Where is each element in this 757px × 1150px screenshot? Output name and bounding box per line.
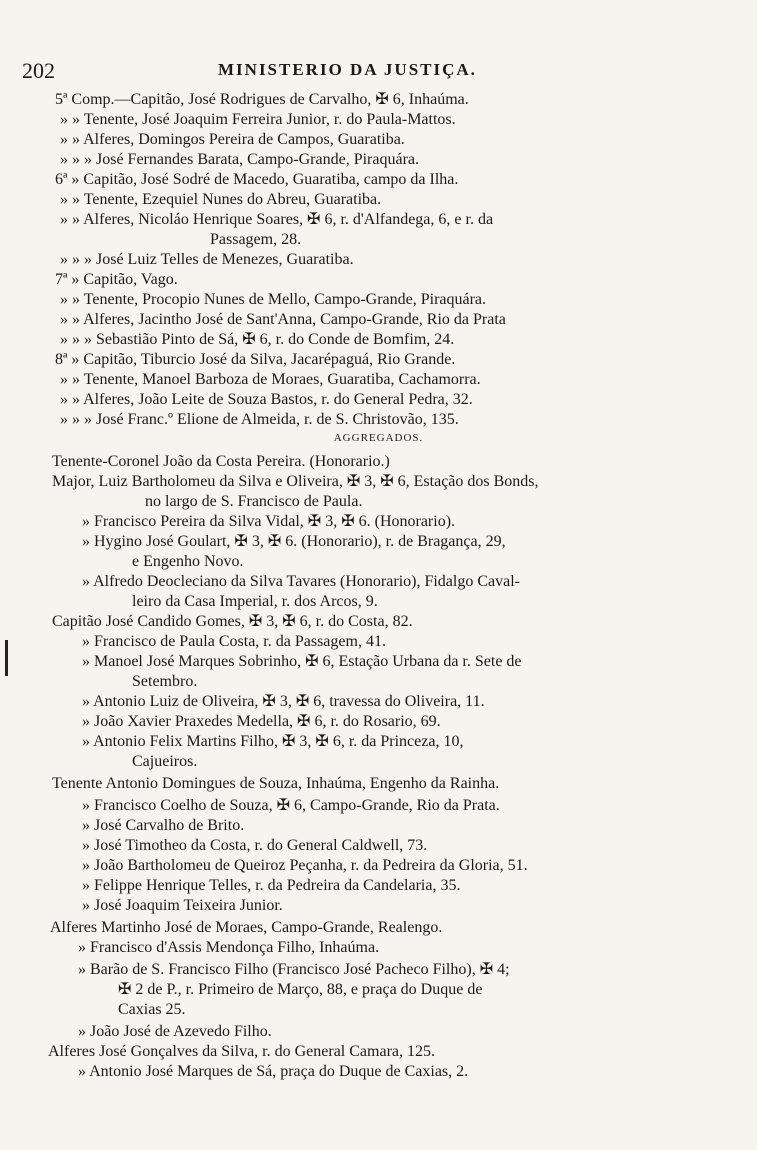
text-line: Alferes Martinho José de Moraes, Campo-Grande, Realengo. <box>50 919 443 936</box>
text-line: Tenente-Coronel João da Costa Pereira. (Honorario.) <box>52 453 390 470</box>
text-line: » Hygino José Goulart, ✠ 3, ✠ 6. (Honorario), r. de Bragança, 29, <box>82 533 506 550</box>
text-line: leiro da Casa Imperial, r. dos Arcos, 9. <box>132 593 378 610</box>
text-line: » Antonio Luiz de Oliveira, ✠ 3, ✠ 6, travessa do Oliveira, 11. <box>82 693 485 710</box>
text-line: » João José de Azevedo Filho. <box>78 1023 272 1040</box>
text-line: 6ª » Capitão, José Sodré de Macedo, Guaratiba, campo da Ilha. <box>55 171 459 188</box>
text-line: » Francisco Pereira da Silva Vidal, ✠ 3, ✠ 6. (Honorario). <box>82 513 456 530</box>
text-line: » Barão de S. Francisco Filho (Francisco José Pacheco Filho), ✠ 4; <box>78 961 510 978</box>
text-line: ✠ 2 de P., r. Primeiro de Março, 88, e praça do Duque de <box>118 981 483 998</box>
text-line: Passagem, 28. <box>210 231 302 248</box>
text-line: » Antonio José Marques de Sá, praça do Duque de Caxias, 2. <box>78 1063 469 1080</box>
text-line: » José Carvalho de Brito. <box>82 817 245 834</box>
text-line: » Felippe Henrique Telles, r. da Pedreira da Candelaria, 35. <box>82 877 461 894</box>
page-header <box>22 58 722 84</box>
text-line: Caxias 25. <box>118 1001 186 1018</box>
text-line: Capitão José Candido Gomes, ✠ 3, ✠ 6, r. do Costa, 82. <box>52 613 413 630</box>
text-line: » Manoel José Marques Sobrinho, ✠ 6, Estação Urbana da r. Sete de <box>82 653 522 670</box>
text-line: Setembro. <box>132 673 198 690</box>
section-heading-aggregados: AGGREGADOS. <box>333 432 424 444</box>
text-line: » » Alferes, João Leite de Souza Bastos, r. do General Pedra, 32. <box>60 391 473 408</box>
text-line: » João Xavier Praxedes Medella, ✠ 6, r. do Rosario, 69. <box>82 713 441 730</box>
text-line: Major, Luiz Bartholomeu da Silva e Oliveira, ✠ 3, ✠ 6, Estação dos Bonds, <box>52 473 539 490</box>
text-line: » » Tenente, Manoel Barboza de Moraes, Guaratiba, Cachamorra. <box>60 371 481 388</box>
text-line: » » Tenente, José Joaquim Ferreira Junior, r. do Paula-Mattos. <box>60 111 456 128</box>
text-line: » » » José Fernandes Barata, Campo-Grande, Piraquára. <box>60 151 419 168</box>
text-line: » » » Sebastião Pinto de Sá, ✠ 6, r. do Conde de Bomfim, 24. <box>60 331 455 348</box>
text-line: » Francisco d'Assis Mendonça Filho, Inhaúma. <box>78 939 380 956</box>
text-line: 8ª » Capitão, Tiburcio José da Silva, Jacarépaguá, Rio Grande. <box>55 351 456 368</box>
text-line: no largo de S. Francisco de Paula. <box>145 493 363 510</box>
text-line: » » » José Franc.º Elione de Almeida, r. de S. Christovão, 135. <box>60 411 459 428</box>
text-line: e Engenho Novo. <box>132 553 244 570</box>
text-line: » Alfredo Deocleciano da Silva Tavares (Honorario), Fidalgo Caval- <box>82 573 520 590</box>
text-line: » Antonio Felix Martins Filho, ✠ 3, ✠ 6, r. da Princeza, 10, <box>82 733 464 750</box>
text-line: » » Alferes, Jacintho José de Sant'Anna, Campo-Grande, Rio da Prata <box>60 311 506 328</box>
text-line: » José Joaquim Teixeira Junior. <box>82 897 283 914</box>
text-line: Tenente Antonio Domingues de Souza, Inhaúma, Engenho da Rainha. <box>52 775 500 792</box>
text-line: » Francisco Coelho de Souza, ✠ 6, Campo-Grande, Rio da Prata. <box>82 797 500 814</box>
text-line: » » Alferes, Nicoláo Henrique Soares, ✠ 6, r. d'Alfandega, 6, e r. da <box>60 211 494 228</box>
text-line: » » » José Luiz Telles de Menezes, Guaratiba. <box>60 251 354 268</box>
text-line: » José Timotheo da Costa, r. do General Caldwell, 73. <box>82 837 428 854</box>
text-line: » João Bartholomeu de Queiroz Peçanha, r. da Pedreira da Gloria, 51. <box>82 857 528 874</box>
text-line: » » Alferes, Domingos Pereira de Campos, Guaratiba. <box>60 131 405 148</box>
page-number: 202 <box>22 58 55 83</box>
text-line: 7ª » Capitão, Vago. <box>55 271 178 288</box>
text-line: » » Tenente, Ezequiel Nunes do Abreu, Guaratiba. <box>60 191 382 208</box>
running-title: MINISTERIO DA JUSTIÇA. <box>218 60 477 79</box>
text-line: 5ª Comp.—Capitão, José Rodrigues de Carvalho, ✠ 6, Inhaúma. <box>55 91 469 108</box>
text-line: Alferes José Gonçalves da Silva, r. do General Camara, 125. <box>48 1043 435 1060</box>
scan-mark <box>5 640 8 676</box>
text-line: Cajueiros. <box>132 753 198 770</box>
text-line: » » Tenente, Procopio Nunes de Mello, Campo-Grande, Piraquára. <box>60 291 487 308</box>
text-line: » Francisco de Paula Costa, r. da Passagem, 41. <box>82 633 386 650</box>
